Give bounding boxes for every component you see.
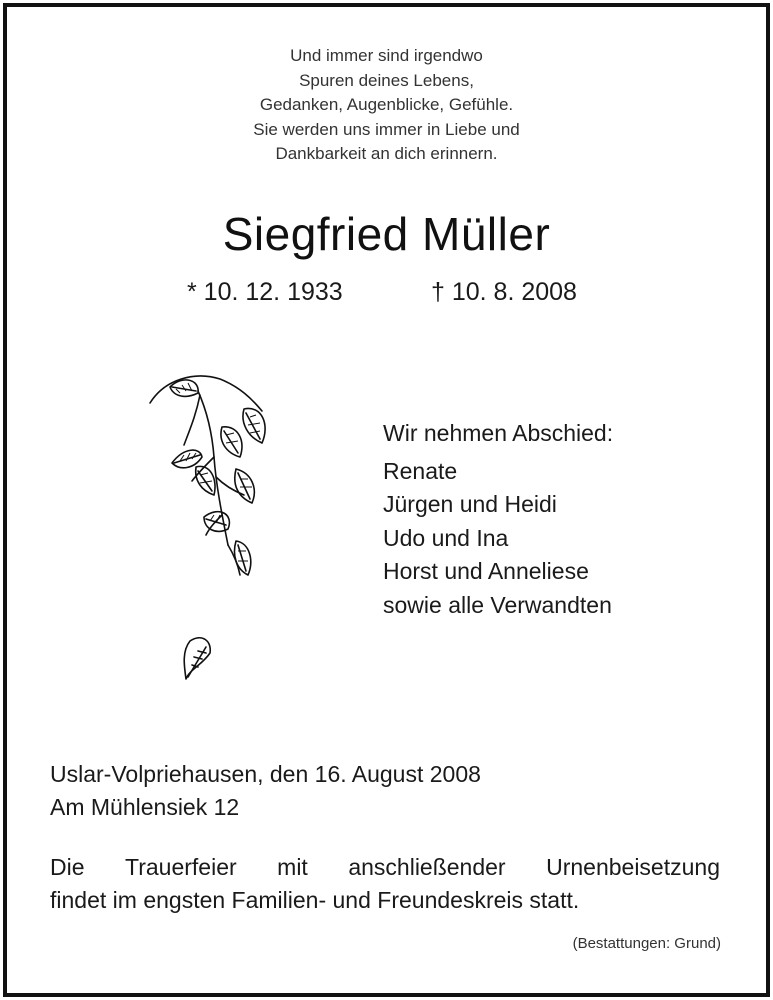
poem-line: Spuren deines Lebens, (299, 70, 474, 90)
mourner-entry: sowie alle Verwandten (383, 591, 612, 618)
memorial-poem (0, 44, 773, 167)
mourner-entry: Jürgen und Heidi (383, 491, 557, 517)
address-line: Am Mühlensiek 12 (50, 794, 240, 820)
poem-line: Und immer sind irgendwo (290, 46, 483, 65)
farewell-heading: Wir nehmen Abschied: (383, 420, 614, 446)
mourner-entry: Renate (383, 457, 458, 484)
death-date: † 10. 8. 2008 (431, 278, 577, 306)
undertaker-credit: (Bestattungen: Grund) (572, 935, 721, 952)
mourner-entry: Horst und Anneliese (383, 558, 589, 584)
poem-line: Dankbarkeit an dich erinnern. (275, 144, 498, 163)
poem-line: Sie werden uns immer in Liebe und (253, 119, 520, 139)
place-and-date (50, 758, 481, 824)
service-line-2: findet im engsten Familien- und Freundeskreis statt. (50, 887, 580, 913)
funeral-service-note (50, 851, 720, 917)
service-line-1 (50, 851, 720, 884)
mourners-list (383, 417, 613, 622)
place-date-line: Uslar-Volpriehausen, den 16. August 2008 (50, 761, 481, 787)
service-word: mit (277, 854, 308, 880)
service-word: Urnenbeisetzung (546, 854, 720, 880)
service-word: Die (50, 854, 85, 880)
birth-date: * 10. 12. 1933 (187, 278, 343, 306)
deceased-name: Siegfried Müller (222, 208, 551, 260)
service-word: Trauerfeier (125, 854, 237, 880)
leafy-branch-icon (140, 365, 280, 695)
service-word: anschließender (348, 854, 506, 880)
poem-line: Gedanken, Augenblicke, Gefühle. (259, 95, 514, 114)
mourner-entry: Udo und Ina (383, 524, 509, 551)
